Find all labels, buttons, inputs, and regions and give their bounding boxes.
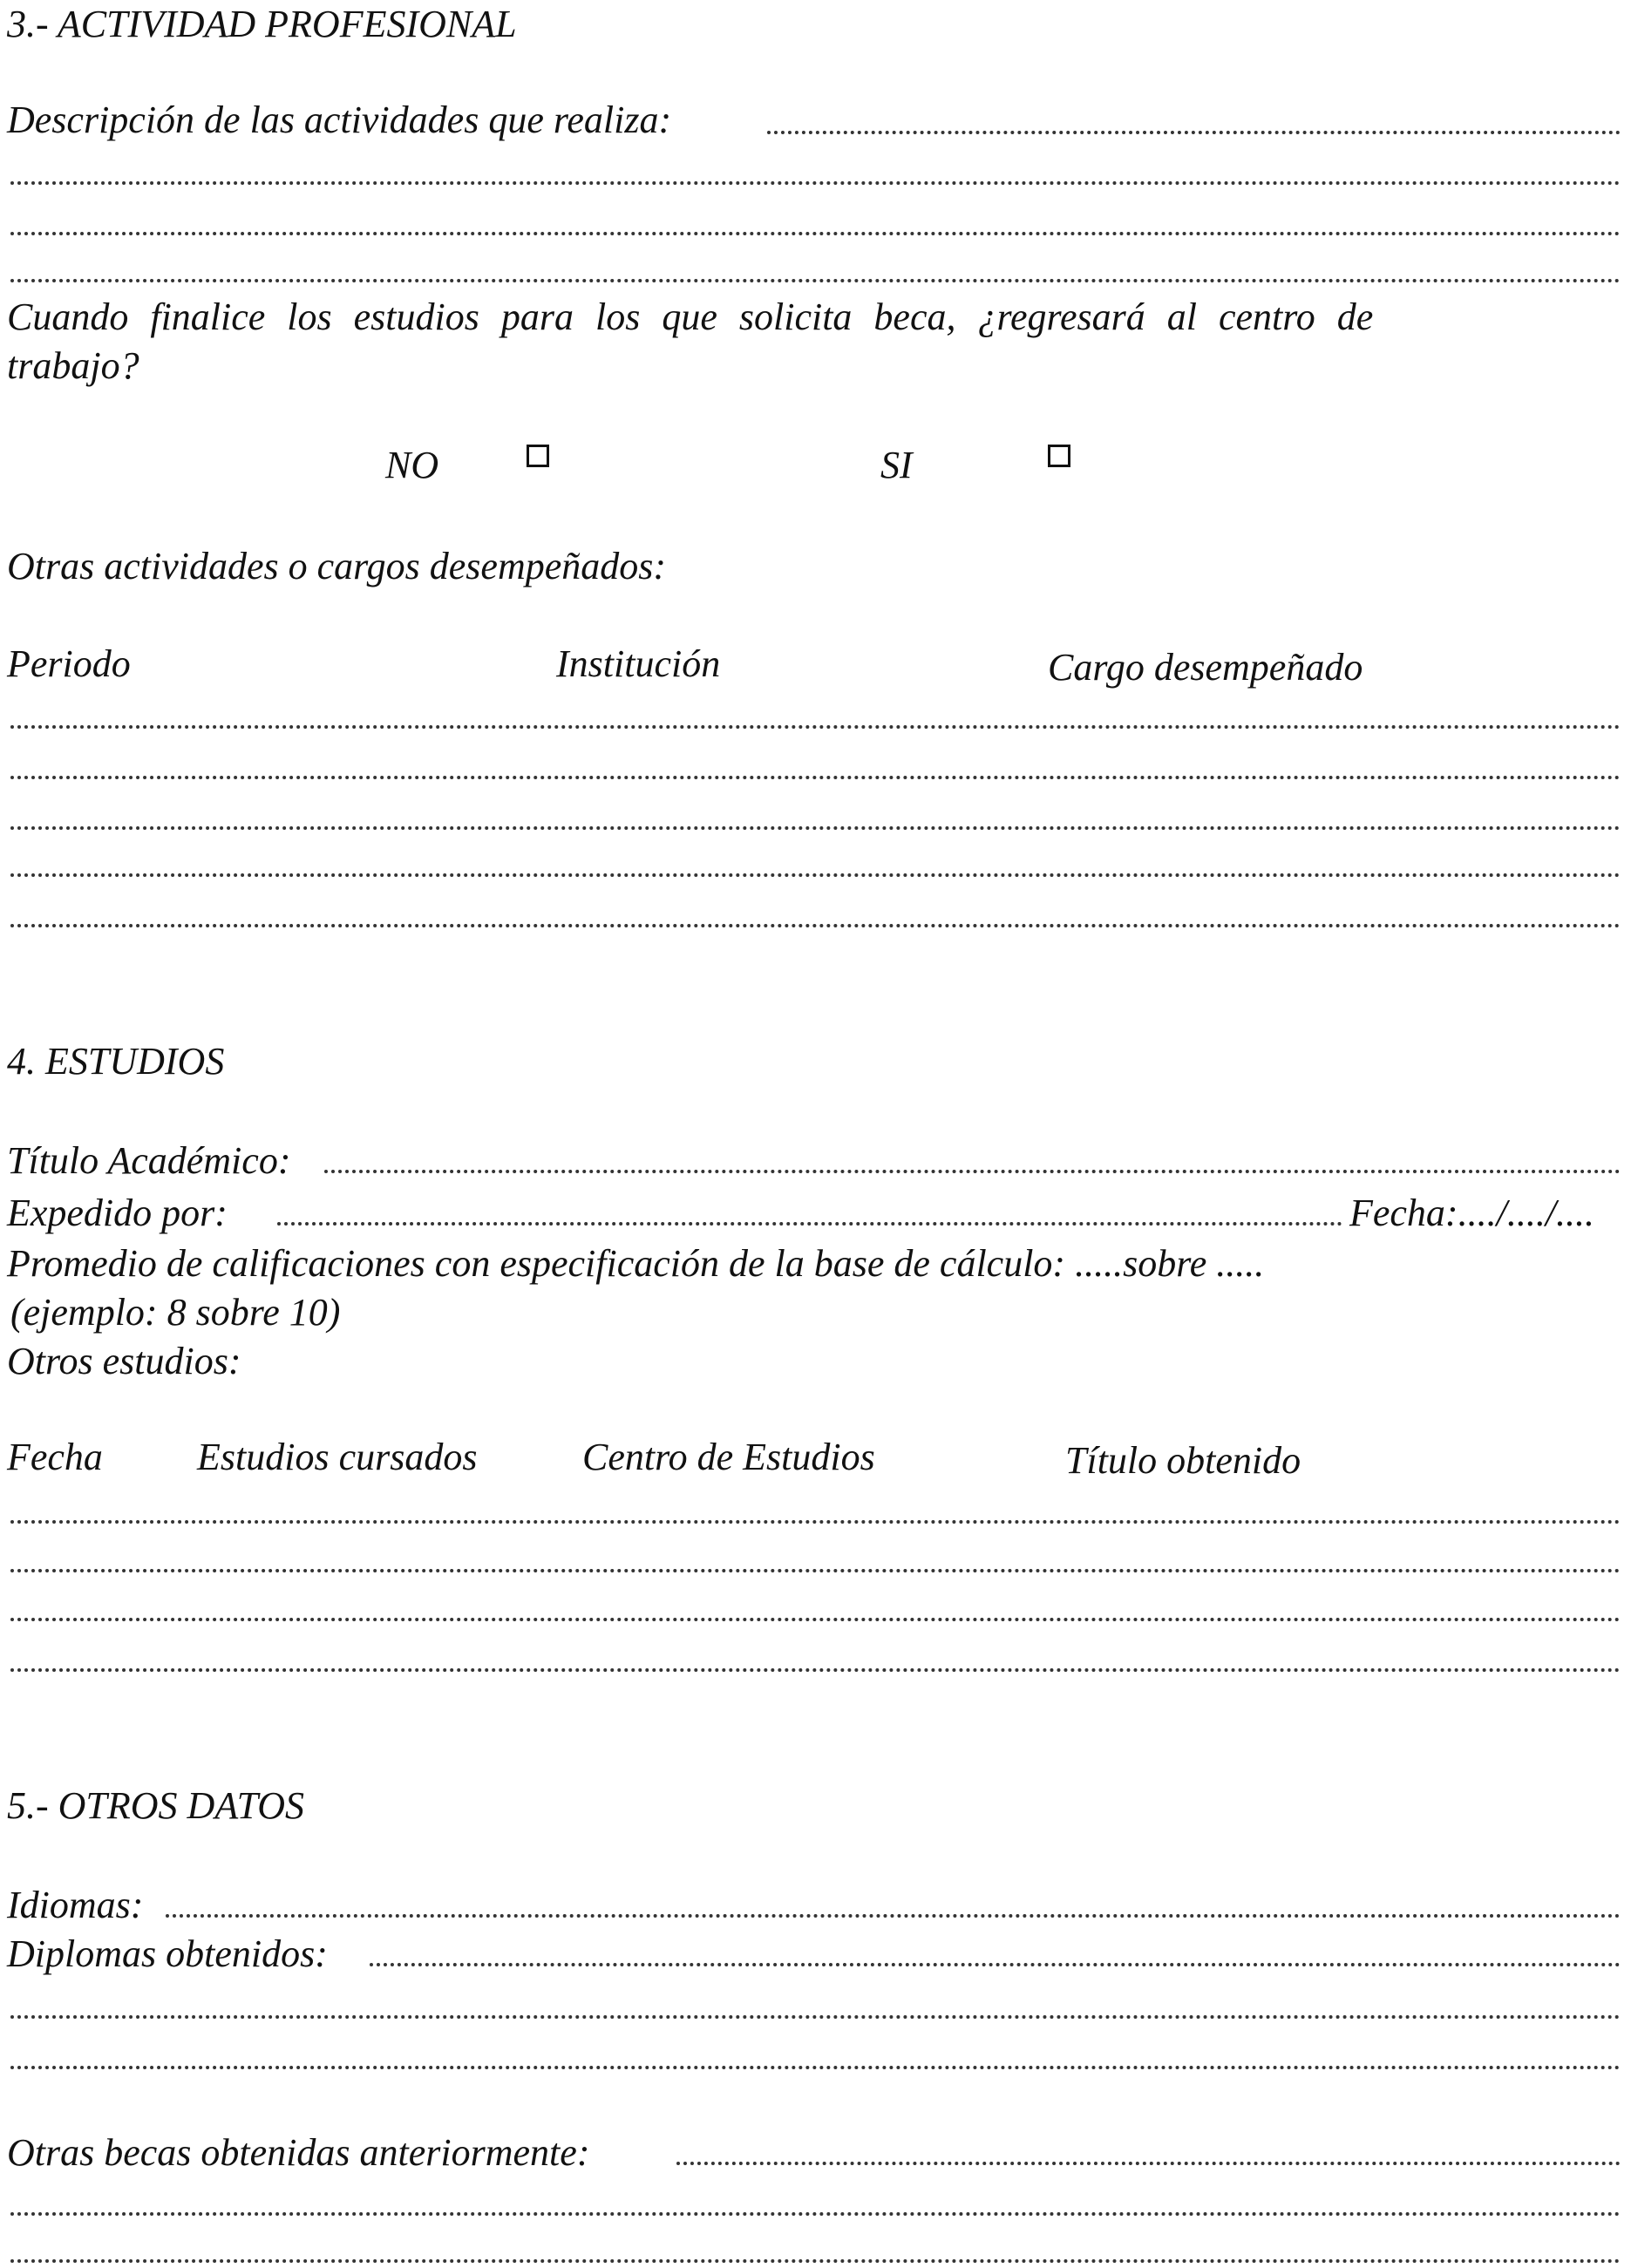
estudios-row-2[interactable]: [10, 1569, 1621, 1572]
si-label: SI: [880, 444, 913, 486]
actividades-row-5[interactable]: [10, 924, 1621, 927]
no-checkbox[interactable]: [527, 445, 549, 467]
estudios-row-4[interactable]: [10, 1668, 1621, 1672]
actividades-row-1[interactable]: [10, 725, 1621, 729]
actividades-row-3[interactable]: [10, 826, 1621, 830]
no-label: NO: [385, 444, 439, 486]
diplomas-field[interactable]: [370, 1963, 1621, 1966]
regreso-question-line-1: Cuando finalice los estudios para los que solicita beca, ¿regresará al centro de: [7, 295, 1374, 338]
titulo-academico-field[interactable]: [324, 1170, 1621, 1173]
otras-becas-field[interactable]: [676, 2162, 1621, 2165]
idiomas-label: Idiomas:: [7, 1884, 144, 1926]
section-4-title: 4. ESTUDIOS: [7, 1040, 225, 1083]
expedido-field[interactable]: [277, 1222, 1342, 1226]
col-estudios-cursados: Estudios cursados: [197, 1436, 478, 1478]
otras-becas-field-line-3[interactable]: [10, 2259, 1621, 2263]
col-cargo: Cargo desempeñado: [1048, 646, 1363, 689]
otras-becas-label: Otras becas obtenidas anteriormente:: [7, 2131, 590, 2174]
actividades-row-4[interactable]: [10, 873, 1621, 877]
col-centro-estudios: Centro de Estudios: [582, 1436, 875, 1478]
descripcion-field-line-2[interactable]: [10, 181, 1621, 185]
diplomas-field-line-3[interactable]: [10, 2066, 1621, 2069]
si-checkbox[interactable]: [1048, 445, 1070, 467]
descripcion-field-line-3[interactable]: [10, 232, 1621, 235]
otras-actividades-label: Otras actividades o cargos desempeñados:: [7, 545, 667, 587]
estudios-row-3[interactable]: [10, 1618, 1621, 1621]
estudios-row-1[interactable]: [10, 1520, 1621, 1524]
section-3-title: 3.- ACTIVIDAD PROFESIONAL: [7, 3, 517, 45]
descripcion-field-line-4[interactable]: [10, 279, 1621, 282]
expedido-label: Expedido por:: [7, 1192, 228, 1234]
promedio-example: (ejemplo: 8 sobre 10): [10, 1291, 341, 1334]
col-periodo: Periodo: [7, 642, 131, 685]
fecha-field[interactable]: Fecha:..../..../....: [1349, 1192, 1595, 1234]
otros-estudios-label: Otros estudios:: [7, 1340, 241, 1382]
col-titulo-obtenido: Título obtenido: [1065, 1439, 1301, 1482]
section-5-title: 5.- OTROS DATOS: [7, 1784, 305, 1827]
idiomas-field[interactable]: [166, 1914, 1621, 1918]
diplomas-label: Diplomas obtenidos:: [7, 1932, 328, 1975]
titulo-academico-label: Título Académico:: [7, 1139, 291, 1182]
col-fecha: Fecha: [7, 1436, 103, 1478]
otras-becas-field-line-2[interactable]: [10, 2212, 1621, 2216]
promedio-label: Promedio de calificaciones con especificación de la base de cálculo: .....sobre .....: [7, 1242, 1265, 1285]
regreso-question-line-2: trabajo?: [7, 344, 139, 387]
actividades-row-2[interactable]: [10, 776, 1621, 779]
descripcion-field[interactable]: [767, 131, 1621, 134]
diplomas-field-line-2[interactable]: [10, 2015, 1621, 2019]
descripcion-label: Descripción de las actividades que realiza:: [7, 98, 672, 141]
col-institucion: Institución: [556, 642, 721, 685]
